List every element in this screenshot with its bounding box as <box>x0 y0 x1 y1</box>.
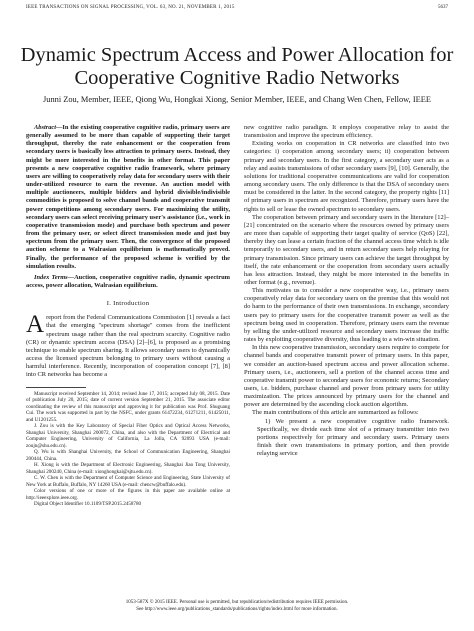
rights-info-line: See http://www.ieee.org/publications_standards/publications/rights/index.html for more information. <box>136 607 338 612</box>
footnote-author-zou: J. Zou is with the Key Laboratory of Special Fiber Optics and Optical Access Networks, Shanghai University, Shanghai 200072, China, and also with the Department of Electrical and Computer Engineering, University of California, La Jolla, CA 92093 USA (e-mail: zoujn@shu.edu.cn). <box>26 423 230 449</box>
paper-title: Dynamic Spectrum Access and Power Allocation for Cooperative Cognitive Radio Networks <box>20 44 454 89</box>
index-terms-label: Index Terms— <box>34 273 75 281</box>
footnote-author-chen: C. W. Chen is with the Department of Computer Science and Engineering, State University of New York at Buffalo, Buffalo, NY 14260 USA (e-mail: chencw@buffalo.edu). <box>26 475 230 488</box>
running-header <box>26 5 448 15</box>
right-column <box>244 124 449 458</box>
footnote-author-xiong: H. Xiong is with the Department of Electronic Engineering, Shanghai Jiao Tong University, Shanghai 200240, China (e-mail: xionghongkai@sjtu.edu.cn). <box>26 462 230 475</box>
intro-text: report from the Federal Communications Commission [1] reveals a fact that the emerging "spectrum shortage" comes from the inefficient spectrum usage rather than the real spectrum scarcity. Cognitive radio (CR) or dynamic spectrum access (DSA) [2]–[6], is proposed as a promising technique to enable spectrum sharing. It allows secondary users to dynamically access the licensed spectrum belonging to primary users without causing a harmful interference. Recently, incorporation of cooperation concept [7], [8] into CR networks has become a <box>26 314 230 379</box>
footnote-doi: Digital Object Identifier 10.1109/TSP.2015.2458780 <box>34 501 142 508</box>
journal-name: IEEE TRANSACTIONS ON SIGNAL PROCESSING, VOL. 63, NO. 21, NOVEMBER 1, 2015 <box>26 5 235 10</box>
body-paragraph: This motivates us to consider a new cooperative way, i.e., primary users cooperatively relay data for secondary users on the premise that this would not do harm to the performance of their own transmissions. In exchange, secondary users pay to primary users for the cooperative transmit power as well as the spectrum being used in cooperation. Therefore, primary users earn the revenue by selling the under-utilized resource and secondary users increase the traffic rates by exploiting cooperative diversity, thus leading to a win-win situation. <box>244 287 449 344</box>
left-column <box>26 124 230 508</box>
contribution-list-item: 1) We present a new cooperative cognitive radio framework. Specifically, we divide each time slot of a primary transmitter into two portions respectively for primary and secondary users. Primary users finish their own transmissions in primary portion, and then provide relaying service <box>257 417 449 458</box>
drop-cap: A <box>26 311 45 339</box>
footnote-color-versions: Color versions of one or more of the figures in this paper are available online at http://ieeexplore.ieee.org. <box>26 488 230 501</box>
body-paragraph: The main contributions of this article are summarized as follows: <box>252 409 419 417</box>
index-terms-text: Auction, cooperative cognitive radio, dynamic spectrum access, power allocation, Walrasian equilibrium. <box>26 273 231 289</box>
footnote-author-wu: Q. Wu is with Shanghai University, the School of Communication Engineering, Shanghai 200444, China. <box>26 449 230 462</box>
body-paragraph: The cooperation between primary and secondary users in the literature [12]–[21] concentrated on the scenario where the resources owned by primary users are more than capable of supporting their target quality of service (QoS) [22], thereby they can lease a certain fraction of the channel access time which is idle temporarily to secondary users, and in return secondary users help relaying for primary transmission. Since primary users can achieve the target throughput by itself, the rate enhancement or the cooperation from secondary users actually has less attraction. Instead, they might be more interested in the benefits in other format (e.g., revenue). <box>244 213 449 286</box>
abstract-text: In the existing cooperative cognitive radio, primary users are generally assumed to be more than capable of supporting their target throughput, thereby the rate enhancement or the cooperation from secondary users is basically less attraction to primary users. Instead, they might be more interested in the benefits in other format. This paper presents a new cooperative cognitive radio framework, where primary users are willing to cooperatively relay data for secondary users with their under-utilized resource to earn the revenue. An auction model with multiple auctioneers, multiple bidders and hybrid divisible/indivisible commodities is proposed to solve channel bands and cooperative transmit power competitions among secondary users. For maximizing the utility, secondary users can select receiving primary user's assistance (i.e., work in cooperative transmission mode) and purchase both spectrum and power from the primary user, or select direct transmission mode and just buy spectrum from the primary user. Then, the convergence of the proposed auction scheme to a Walrasian equilibrium is mathematically proved. Finally, the performance of the proposed scheme is verified by the simulation results. <box>26 124 230 270</box>
page-number: 5637 <box>438 5 448 10</box>
abstract <box>26 124 230 271</box>
copyright-line: 1053-587X © 2015 IEEE. Personal use is permitted, but republication/redistribution requires IEEE permission. <box>125 600 349 605</box>
body-paragraph: new cognitive radio paradigm. It employs cooperative relay to assist the transmission and improve the spectrum efficiency. <box>244 124 449 140</box>
author-list: Junni Zou, Member, IEEE, Qiong Wu, Hongkai Xiong, Senior Member, IEEE, and Chang Wen Chen, Fellow, IEEE <box>43 95 431 104</box>
copyright-footer <box>26 599 448 613</box>
section-heading-introduction: I. Introduction <box>106 300 150 308</box>
abstract-label: Abstract— <box>34 124 63 131</box>
body-paragraph: Existing works on cooperation in CR networks are classified into two categories: i) cooperation among secondary users; ii) cooperation between primary and secondary users. In the first category, a secondary user acts as a relay and assists transmissions of other secondary users [9], [10]. Generally, the solutions for traditional cooperative communications are valid for cooperation among secondary users. The only difference is that the DSA of secondary users must be considered in the latter. In the second category, the property rights [11] of primary users in spectrum are recognized. Therefore, primary users have the rights to sell or lease the owned spectrum to secondary users. <box>244 140 449 213</box>
body-paragraph: In this new cooperative transmission, secondary users require to compete for channel bands and cooperative transmit power of primary users. In this paper, we consider an auction-based spectrum access and power allocation scheme. Primary users, i.e., auctioneers, sell a portion of the channel access time and cooperative transmit power to secondary users for economic returns; Secondary users, i.e. bidders, purchase channel and power from primary users for utility maximization. The prices announced by primary users for the channel and power are determined by the ascending clock auction algorithm. <box>244 344 449 409</box>
index-terms <box>26 274 230 290</box>
footnote-manuscript: Manuscript received September 14, 2014; revised June 17, 2015; accepted July 08, 2015. Date of publication July 20, 2015; date of current version September 21, 2015. The associate editor coordinating the review of this manuscript and approving it for publication was Prof. Shuguang Cui. The work was supported in part by the NSFC, under grants 61472234, 61271211, 61425011, and U1201255. <box>26 390 230 423</box>
footnote-divider <box>26 387 86 388</box>
intro-paragraph <box>26 311 230 379</box>
